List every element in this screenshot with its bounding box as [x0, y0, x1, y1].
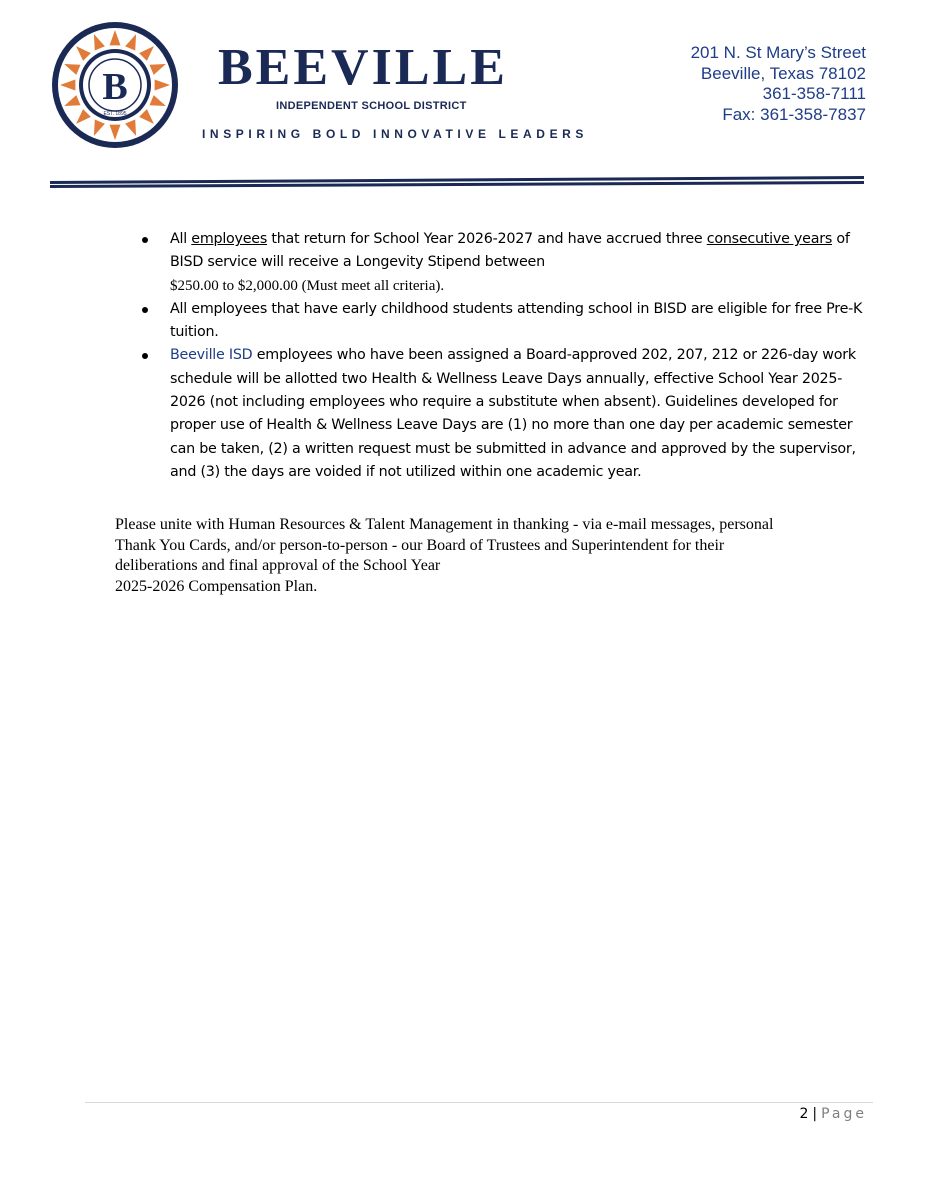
benefits-list	[136, 228, 866, 484]
seal-est: EST. 1895	[103, 111, 127, 117]
page-number	[799, 1106, 867, 1122]
list-item-prek-tuition: All employees that have early childhood students attending school in BISD are eligible for free Pre-K tuition.	[136, 298, 866, 345]
stipend-range: $250.00 to $2,000.00 (Must meet all criteria).	[170, 277, 445, 294]
underlined-employees: employees	[191, 231, 268, 247]
seal-letter: B	[102, 66, 128, 108]
bullet-icon	[142, 307, 148, 313]
district-address	[691, 43, 866, 125]
closing-line: 2025-2026 Compensation Plan.	[115, 577, 318, 595]
beeville-isd-text: Beeville ISD	[170, 347, 253, 364]
address-city: Beeville, Texas 78102	[700, 63, 866, 83]
closing-paragraph	[115, 515, 870, 597]
page-word: Page	[821, 1106, 867, 1122]
brand-name: BEEVILLE	[218, 39, 508, 96]
bullet-icon	[142, 237, 148, 243]
closing-line: Please unite with Human Resources & Talent Management in thanking - via e-mail messages, personal	[115, 516, 774, 533]
closing-line: Thank You Cards, and/or person-to-person - our Board of Trustees and Superintendent for their	[115, 536, 725, 554]
district-seal-logo	[50, 20, 180, 150]
page-separator: |	[812, 1106, 818, 1122]
closing-line: deliberations and final approval of the School Year	[115, 557, 441, 574]
footer-divider	[85, 1102, 873, 1103]
header-divider	[50, 176, 864, 188]
address-phone: 361-358-7111	[762, 84, 866, 103]
bullet-icon	[142, 353, 148, 359]
list-item-longevity-stipend: All employees that return for School Year 2026-2027 and have accrued three consecutive years of BISD service will receive a Longevity Stipend between $250.00 to $2,000.00 (Must meet all criteria).	[136, 228, 866, 298]
page-number-value: 2	[799, 1106, 809, 1122]
list-item-wellness-leave: Beeville ISD employees who have been assigned a Board-approved 202, 207, 212 or 226-day work schedule will be allotted two Health & Wellness Leave Days annually, effective School Year 2025-2026 (not including employees who require a substitute when absent). Guidelines developed for proper use of Health & Wellness Leave Days are (1) no more than one day per academic semester can be taken, (2) a written request must be submitted in advance and approved by the supervisor, and (3) the days are voided if not utilized within one academic year.	[136, 344, 866, 484]
address-fax: Fax: 361-358-7837	[722, 104, 866, 124]
address-street: 201 N. St Mary’s Street	[690, 43, 866, 62]
brand-tagline: INSPIRING BOLD INNOVATIVE LEADERS	[202, 127, 589, 141]
brand-subtitle: INDEPENDENT SCHOOL DISTRICT	[276, 100, 467, 112]
underlined-consecutive-years: consecutive years	[706, 231, 833, 247]
